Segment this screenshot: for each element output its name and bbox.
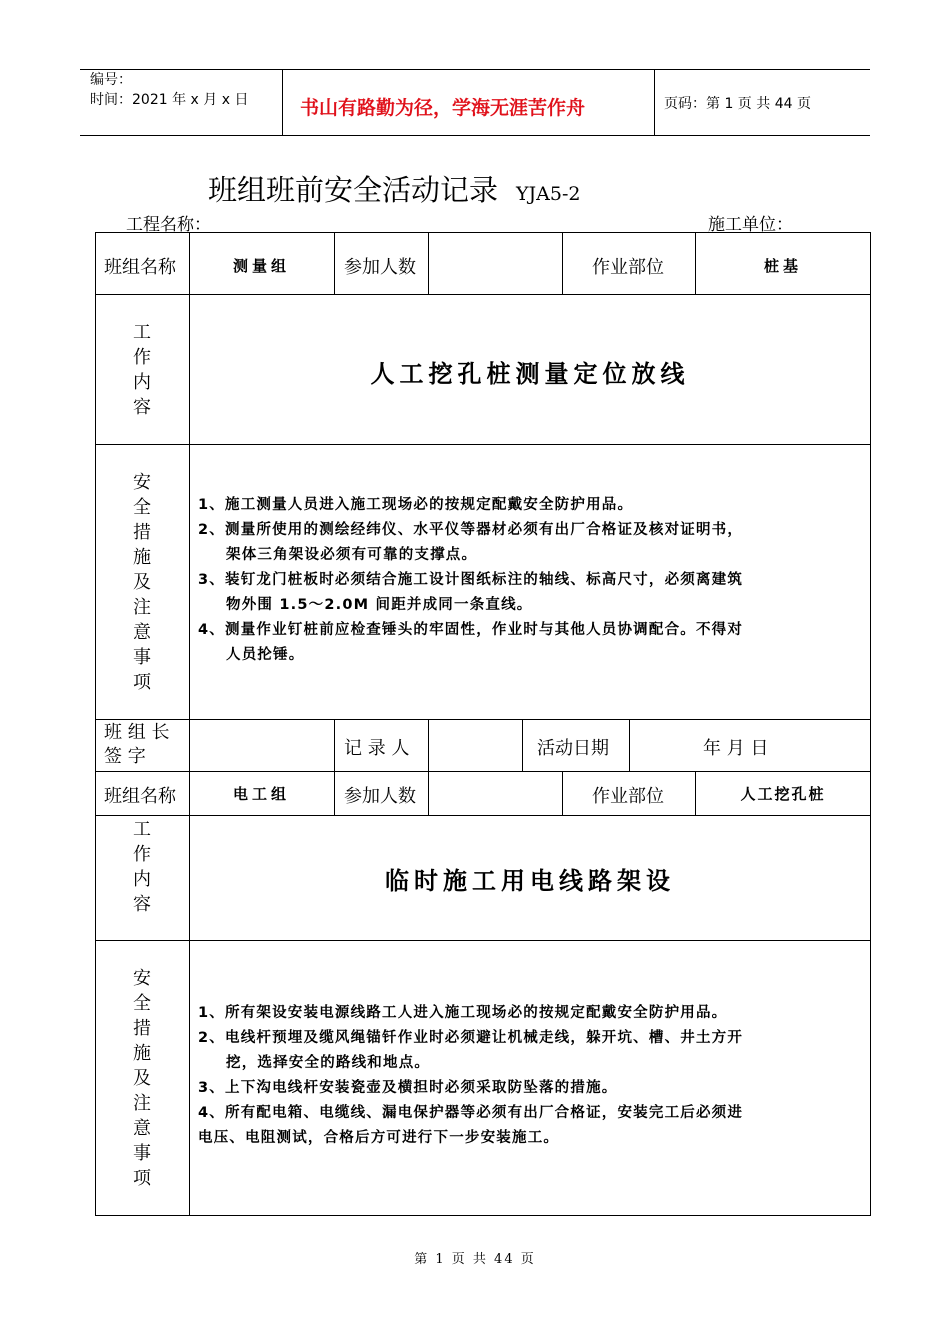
row-rule (95, 771, 871, 772)
construction-unit-label: 施工单位： (708, 215, 793, 235)
page-title (208, 168, 581, 209)
safety-note: 3、上下沟电线杆安装瓷壶及横担时必须采取防坠落的措施。 (198, 1080, 618, 1096)
work-content-value: 人工挖孔桩测量定位放线 (370, 360, 690, 388)
row-rule (95, 815, 871, 816)
column-rule (334, 771, 335, 815)
safety-measures-label: 安 全 措 施 及 注 意 事 项 (133, 472, 151, 693)
safety-note: 4、所有配电箱、电缆线、漏电保护器等必须有出厂合格证，安装完工后必须进 (198, 1105, 744, 1121)
recorder-label: 记 录 人 (344, 738, 410, 759)
participants-label: 参加人数 (344, 786, 416, 807)
team-name-value: 测量组 (232, 257, 290, 275)
participants-label: 参加人数 (344, 257, 416, 278)
header-divider (282, 69, 283, 135)
column-rule (629, 719, 630, 771)
row-rule (95, 719, 871, 720)
safety-note-continued: 人员抡锤。 (226, 647, 305, 663)
column-rule (562, 771, 563, 815)
safety-notes-list (198, 1001, 866, 1151)
row-rule (95, 294, 871, 295)
work-content-value: 临时施工用电线路架设 (385, 867, 675, 895)
safety-measures-label: 安 全 措 施 及 注 意 事 项 (133, 968, 151, 1189)
work-area-label: 作业部位 (592, 786, 664, 807)
safety-note: 3、装钉龙门桩板时必须结合施工设计图纸标注的轴线、标高尺寸，必须离建筑 (198, 572, 744, 588)
page-footer: 第 1 页 共 44 页 (414, 1252, 536, 1267)
safety-note: 2、测量所使用的测绘经纬仪、水平仪等器材必须有出厂合格证及核对证明书， (198, 522, 744, 538)
team-name-label: 班组名称 (104, 257, 176, 278)
column-rule (562, 232, 563, 294)
work-content-label: 工 作 内 容 (133, 819, 151, 915)
column-rule (428, 232, 429, 294)
team-leader-sign-label: 班 组 长 签 字 (104, 722, 170, 767)
title-code: YJA5-2 (516, 183, 581, 205)
safety-note-continued: 物外围 1.5～2.0M 间距并成同一条直线。 (226, 597, 533, 613)
row-rule (95, 940, 871, 941)
row-rule (95, 444, 871, 445)
safety-notes-list (198, 493, 866, 668)
safety-note-continued: 电压、电阻测试，合格后方可进行下一步安装施工。 (198, 1130, 560, 1146)
work-content-label: 工 作 内 容 (133, 322, 151, 418)
safety-note: 1、施工测量人员进入施工现场必的按规定配戴安全防护用品。 (198, 497, 634, 513)
work-area-value: 人工挖孔桩 (740, 785, 826, 803)
safety-note-continued: 挖，选择安全的路线和地点。 (226, 1055, 431, 1071)
time-label: 时间：2021 年 x 月 x 日 (90, 92, 249, 108)
header-divider (654, 69, 655, 135)
safety-note: 1、所有架设安装电源线路工人进入施工现场必的按规定配戴安全防护用品。 (198, 1005, 728, 1021)
column-rule (334, 719, 335, 771)
header-motto: 书山有路勤为径，学海无涯苦作舟 (300, 97, 586, 119)
header-top-rule (80, 69, 870, 70)
safety-note-continued: 架体三角架设必须有可靠的支撑点。 (226, 547, 478, 563)
work-area-label: 作业部位 (592, 257, 664, 278)
page-info: 页码：第 1 页 共 44 页 (664, 96, 811, 112)
team-name-value: 电工组 (232, 785, 290, 803)
column-rule (428, 771, 429, 815)
activity-date-value: 年 月 日 (703, 738, 769, 759)
activity-date-label: 活动日期 (537, 738, 609, 759)
column-rule (522, 719, 523, 771)
header-bottom-rule (80, 135, 870, 136)
column-rule (428, 719, 429, 771)
team-name-label: 班组名称 (104, 786, 176, 807)
work-area-value: 桩基 (763, 257, 802, 275)
serial-label: 编号： (90, 72, 132, 88)
column-rule (334, 232, 335, 294)
project-name-label: 工程名称： (126, 215, 211, 235)
safety-note: 4、测量作业钉桩前应检查锤头的牢固性，作业时与其他人员协调配合。不得对 (198, 622, 744, 638)
title-text: 班组班前安全活动记录 (208, 173, 499, 207)
safety-note: 2、电线杆预埋及缆风绳锚钎作业时必须避让机械走线，躲开坑、槽、井土方开 (198, 1030, 744, 1046)
